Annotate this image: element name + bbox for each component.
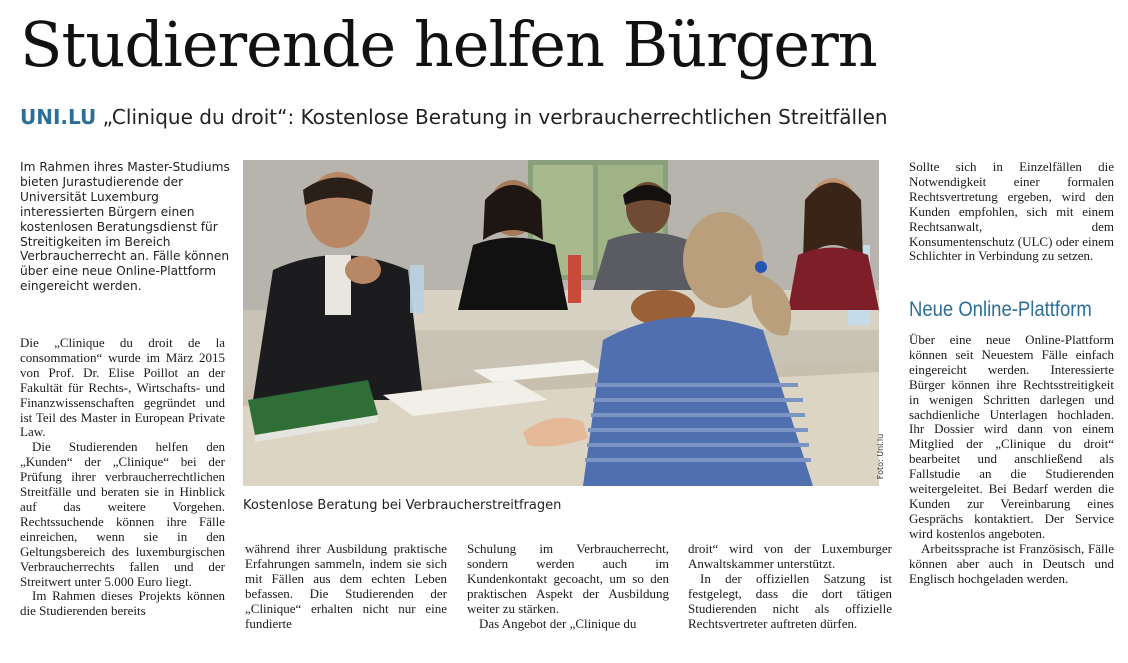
article-photo	[243, 160, 879, 486]
body-column-5-top	[909, 160, 1114, 264]
body-column-2	[245, 542, 447, 631]
paragraph: Das Angebot der „Clinique du	[479, 615, 637, 631]
paragraph: Die „Clinique du droit de la consommation“ wurde im März 2015 von Prof. Dr. Elise Poillot an der Fakultät für Rechts-, Wirtschafts- und Finanzwissenschaften gegründet und ist Teil des Master in European Private Law.	[20, 335, 225, 440]
section-subhead: Neue Online-Plattform	[909, 298, 1092, 321]
paragraph: Im Rahmen dieses Projekts können die Studierenden bereits	[20, 588, 225, 619]
paragraph: droit“ wird von der Luxemburger Anwaltskammer unterstützt.	[688, 541, 892, 571]
subheadline-row	[20, 103, 888, 131]
paragraph: Arbeitssprache ist Französisch, Fälle können aber auch in Deutsch und Englisch hochgeladen werden.	[909, 540, 1114, 586]
body-column-5-bottom	[909, 333, 1114, 586]
paragraph: Über eine neue Online-Plattform können seit Neuestem Fälle einfach eingereicht werden. Interessierte Bürger können ihre Rechtsstreitigkeit in wenigen Schritten darlegen und sachdienliche Unterlagen hochladen. Ihr Dossier wird dann von einem Mitglied der „Clinique du droit“ bearbeitet und anschließend als Fallstudie an die Studierenden weitergeleitet. Bei Bedarf werden die Kunden zur Vereinbarung eines Gesprächs kontaktiert. Der Service wird kostenlos angeboten.	[909, 332, 1114, 541]
photo-credit	[876, 430, 892, 486]
paragraph: Sollte sich in Einzelfällen die Notwendigkeit einer formalen Rechtsvertretung ergeben, wird den Kunden empfohlen, sich mit einem Rechtsanwalt, dem Konsumentenschutz (ULC) oder einem Schlichter in Verbindung zu setzen.	[909, 159, 1114, 264]
photo-illustration	[243, 160, 879, 486]
body-column-3	[467, 542, 669, 631]
lead-paragraph: Im Rahmen ihres Master-Studiums bieten Jurastudierende der Universität Luxemburg interessierten Bürgern einen kostenlosen Beratungsdienst für Streitigkeiten im Bereich Verbraucherrecht an. Fälle können über eine neue Online-Plattform eingereicht werden.	[20, 160, 230, 294]
paragraph: Die Studierenden helfen den „Kunden“ der „Clinique“ bei der Prüfung ihrer verbraucherrechtlichen Streitfälle und beraten sie in Hinblick auf das weitere Vorgehen. Rechtssuchende können ihre Fälle einreichen, wenn sie in den Geltungsbereich des luxemburgischen Verbraucherrechts fallen und der Streitwert unter 5.000 Euro liegt.	[20, 439, 225, 589]
body-column-4	[688, 542, 892, 631]
photo-caption: Kostenlose Beratung bei Verbraucherstreitfragen	[243, 498, 562, 513]
paragraph: In der offiziellen Satzung ist festgelegt, dass die dort tätigen Studierenden nicht als offizielle Rechtsvertreter auftreten dürfen.	[688, 570, 892, 631]
photo-credit-text: Foto: Uni.lu	[876, 433, 886, 480]
subheadline: „Clinique du droit“: Kostenlose Beratung in verbraucherrechtlichen Streitfällen	[102, 105, 888, 129]
body-column-1	[20, 336, 225, 619]
paragraph: Schulung im Verbraucherrecht, sondern werden auch im Kundenkontakt gecoacht, um so den praktischen Aspekt der Ausbildung weiter zu stärken.	[467, 541, 669, 616]
paragraph: während ihrer Ausbildung praktische Erfahrungen sammeln, indem sie sich mit Fällen aus dem echten Leben befassen. Die Studierenden der „Clinique“ erhalten nicht nur eine fundierte	[245, 541, 447, 631]
headline: Studierende helfen Bürgern	[20, 8, 877, 81]
kicker: UNI.LU	[20, 105, 97, 129]
